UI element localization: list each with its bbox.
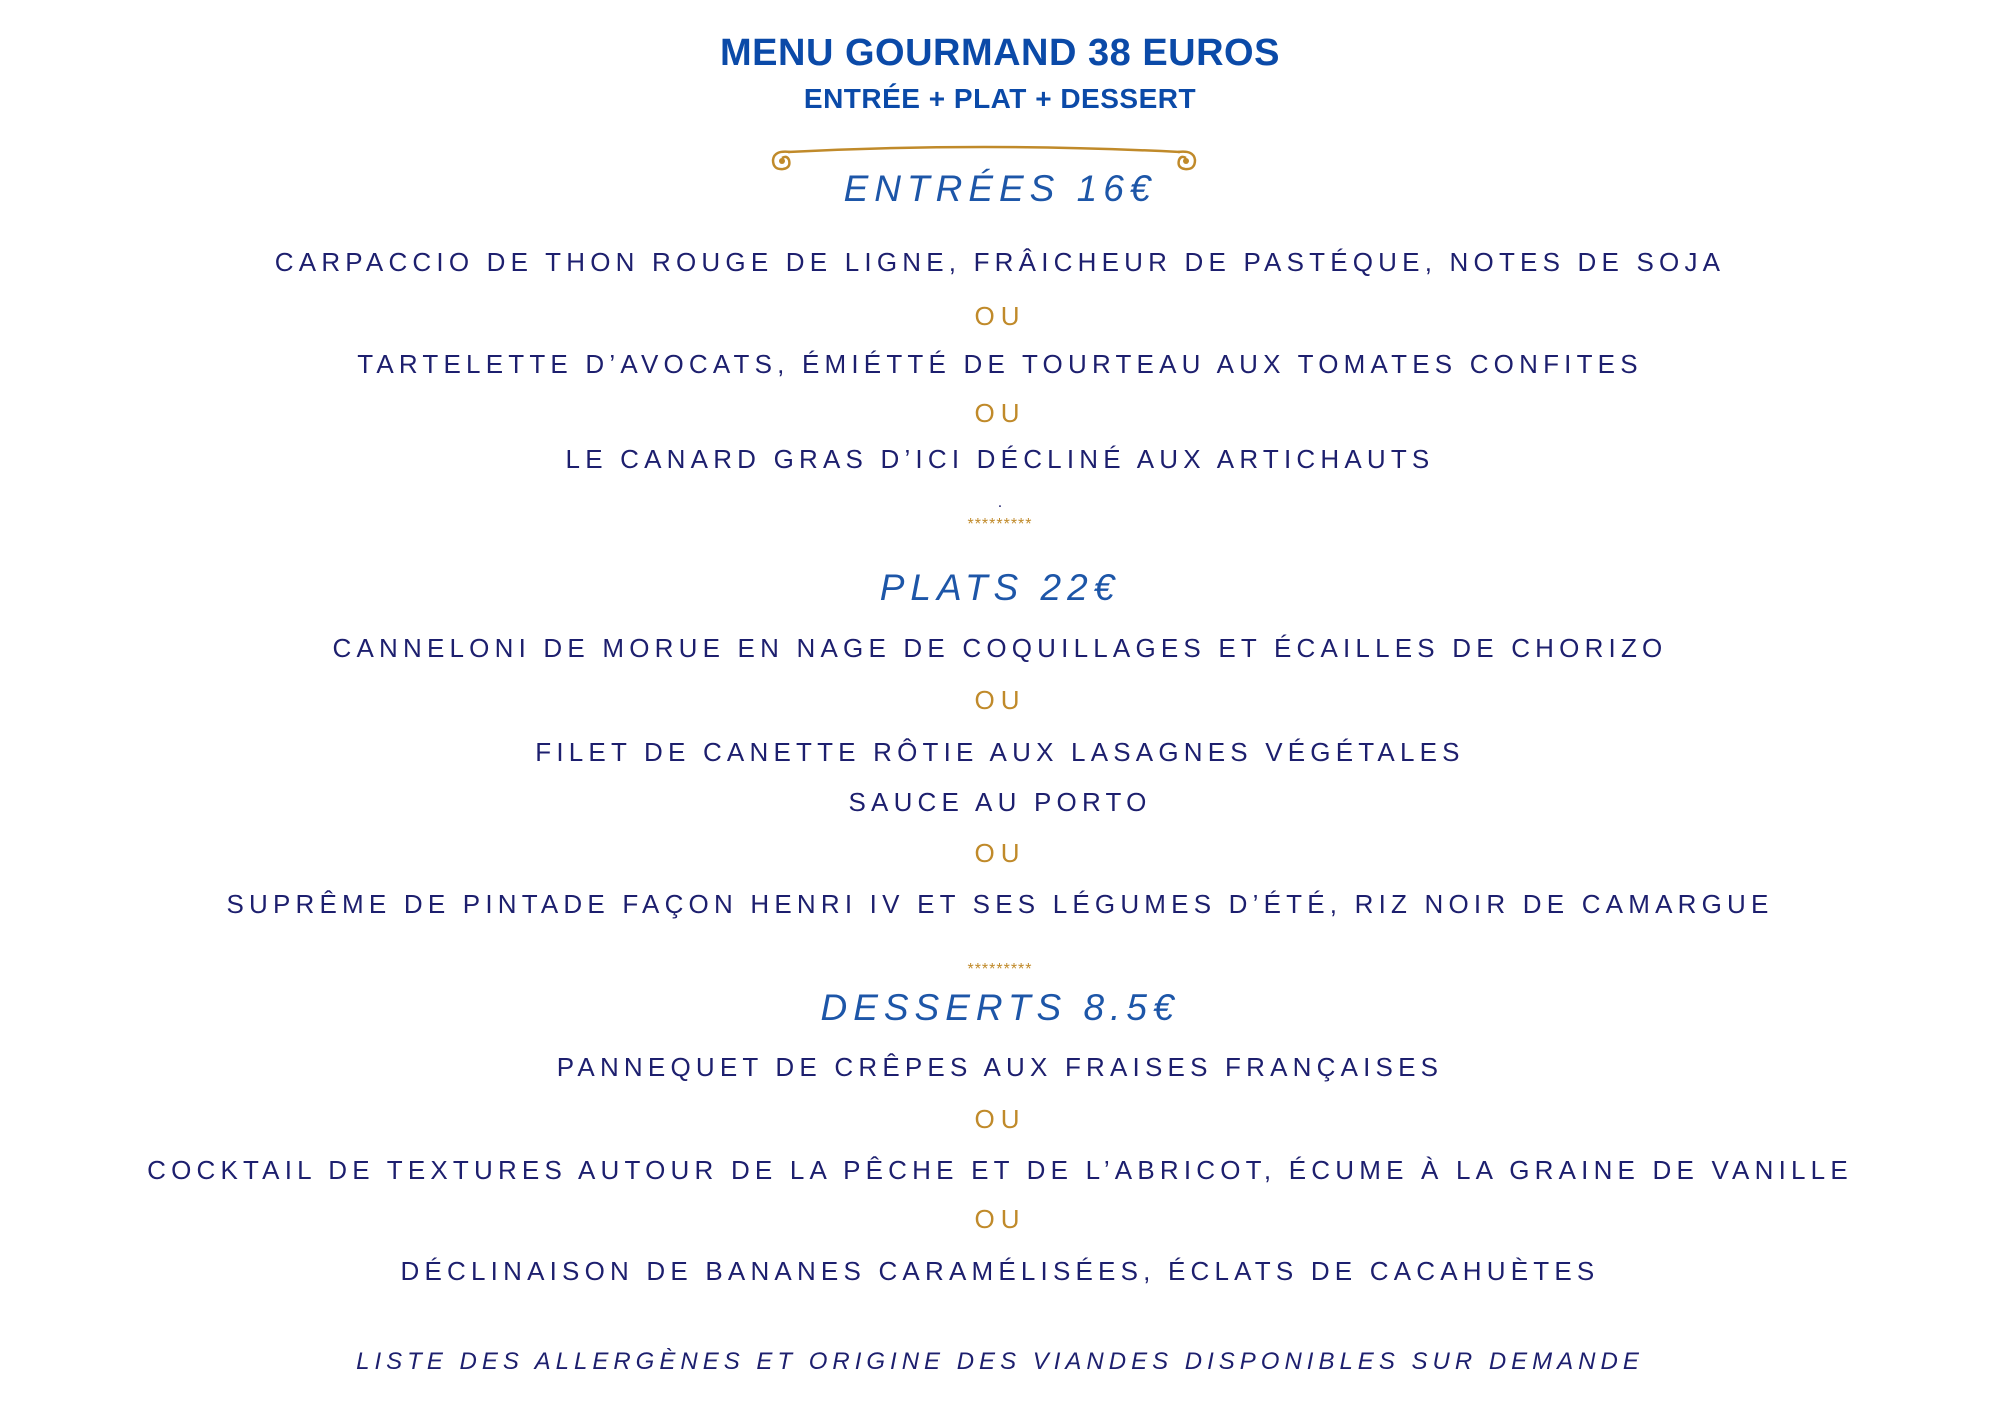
separator-ou: OU [974,398,1026,428]
allergen-note: LISTE DES ALLERGÈNES ET ORIGINE DES VIANDES DISPONIBLES SUR DEMANDE [356,1348,1644,1375]
dish-entree-2: TARTELETTE D’AVOCATS, ÉMIÉTTÉ DE TOURTEAU AUX TOMATES CONFITES [357,349,1643,379]
menu-subtitle: ENTRÉE + PLAT + DESSERT [803,83,1197,114]
separator-ou: OU [974,1104,1026,1134]
dish-plat-2-sauce: SAUCE AU PORTO [848,787,1152,817]
dish-entree-3: LE CANARD GRAS D’ICI DÉCLINÉ AUX ARTICHAUTS [565,444,1435,474]
separator-dot: . [997,494,1003,511]
menu-title: MENU GOURMAND 38 EUROS [720,32,1280,74]
section-heading-entrees: ENTRÉES 16€ [843,168,1157,209]
dish-dessert-1: PANNEQUET DE CRÊPES AUX FRAISES FRANÇAISES [556,1052,1444,1082]
separator-ou: OU [974,1204,1026,1234]
section-heading-plats: PLATS 22€ [879,567,1121,608]
dish-plat-3: SUPRÊME DE PINTADE FAÇON HENRI IV ET SES LÉGUMES D’ÉTÉ, RIZ NOIR DE CAMARGUE [226,889,1774,919]
separator-ou: OU [974,301,1026,331]
dish-dessert-3: DÉCLINAISON DE BANANES CARAMÉLISÉES, ÉCLATS DE CACAHUÈTES [400,1256,1600,1286]
dish-plat-1: CANNELONI DE MORUE EN NAGE DE COQUILLAGES ET ÉCAILLES DE CHORIZO [332,633,1668,663]
separator-stars: ********* [967,516,1033,533]
separator-ou: OU [974,838,1026,868]
dish-plat-2: FILET DE CANETTE RÔTIE AUX LASAGNES VÉGÉTALES [535,737,1465,767]
dish-entree-1: CARPACCIO DE THON ROUGE DE LIGNE, FRÂICHEUR DE PASTÉQUE, NOTES DE SOJA [274,247,1726,277]
separator-stars: ********* [967,961,1033,978]
dish-dessert-2: COCKTAIL DE TEXTURES AUTOUR DE LA PÊCHE ET DE L’ABRICOT, ÉCUME À LA GRAINE DE VANILLE [147,1155,1853,1185]
section-heading-desserts: DESSERTS 8.5€ [820,987,1180,1028]
separator-ou: OU [974,685,1026,715]
